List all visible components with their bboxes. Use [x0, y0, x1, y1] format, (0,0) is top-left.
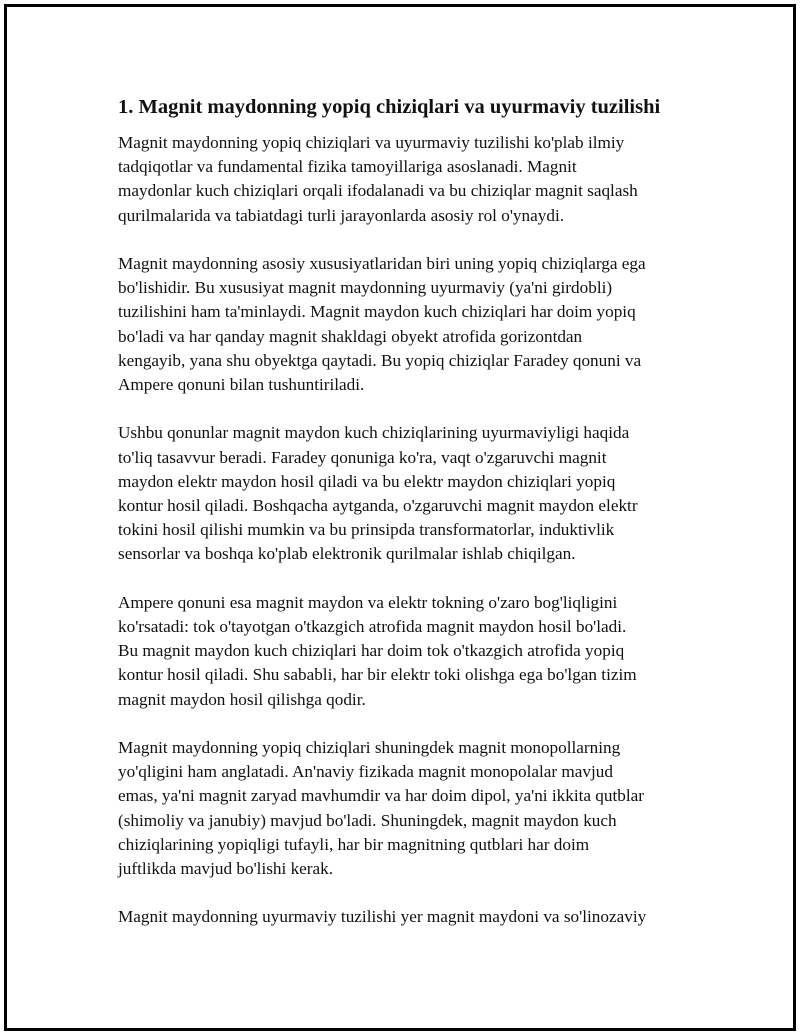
text-line: yo'qligini ham anglatadi. An'naviy fizikada magnit monopolalar mavjud	[118, 762, 613, 782]
text-line: kontur hosil qiladi. Boshqacha aytganda, o'zgaruvchi magnit maydon elektr	[118, 496, 638, 516]
text-line: Bu magnit maydon kuch chiziqlari har doim tok o'tkazgich atrofida yopiq	[118, 641, 625, 661]
text-line: Magnit maydonning asosiy xususiyatlaridan biri uning yopiq chiziqlarga ega	[118, 254, 646, 273]
text-line: bo'ladi va har qanday magnit shakldagi obyekt atrofida gorizontdan	[118, 326, 583, 346]
paragraph-2	[118, 252, 698, 397]
text-line: (shimoliy va janubiy) mavjud bo'ladi. Shuningdek, magnit maydon kuch	[118, 810, 617, 830]
text-line: tadqiqotlar va fundamental fizika tamoyillariga asoslanadi. Magnit	[118, 157, 577, 177]
text-line: tokini hosil qilishi mumkin va bu prinsipda transformatorlar, induktivlik	[118, 520, 615, 540]
paragraph-4	[118, 591, 698, 712]
text-line: kontur hosil qiladi. Shu sababli, har bir elektr toki olishga ega bo'lgan tizim	[118, 665, 637, 685]
text-line: Ampere qonuni esa magnit maydon va elektr tokning o'zaro bog'liqligini	[118, 592, 618, 612]
paragraph-6	[118, 905, 698, 929]
paragraph-5	[118, 736, 698, 881]
section-title: 1. Magnit maydonning yopiq chiziqlari va uyurmaviy tuzilishi	[118, 96, 661, 118]
text-line: maydon elektr maydon hosil qiladi va bu elektr maydon chiziqlari yopiq	[118, 471, 616, 491]
text-line: to'liq tasavvur beradi. Faradey qonuniga ko'ra, vaqt o'zgaruvchi magnit	[118, 447, 607, 467]
text-line: kengayib, yana shu obyektga qaytadi. Bu yopiq chiziqlar Faradey qonuni va	[118, 350, 642, 370]
text-line: chiziqlarining yopiqligi tufayli, har bir magnitning qutblari har doim	[118, 834, 590, 854]
text-line: bo'lishidir. Bu xususiyat magnit maydonning uyurmaviy (ya'ni girdobli)	[118, 278, 613, 298]
text-line: sensorlar va boshqa ko'plab elektronik qurilmalar ishlab chiqilgan.	[118, 544, 576, 564]
text-line: maydonlar kuch chiziqlari orqali ifodalanadi va bu chiziqlar magnit saqlash	[118, 181, 638, 201]
text-line: juftlikda mavjud bo'lishi kerak.	[118, 859, 334, 879]
text-line: Magnit maydonning yopiq chiziqlari shuningdek magnit monopollarning	[118, 738, 621, 758]
text-line: Ushbu qonunlar magnit maydon kuch chiziqlarining uyurmaviyligi haqida	[118, 423, 630, 443]
text-line: Magnit maydonning uyurmaviy tuzilishi yer magnit maydoni va so'linozaviy	[118, 907, 647, 927]
text-line: Magnit maydonning yopiq chiziqlari va uyurmaviy tuzilishi ko'plab ilmiy	[118, 133, 625, 152]
paragraph-1	[118, 131, 698, 228]
text-line: qurilmalarida va tabiatdagi turli jarayonlarda asosiy rol o'ynaydi.	[118, 205, 565, 225]
text-line: tuzilishini ham ta'minlaydi. Magnit maydon kuch chiziqlari har doim yopiq	[118, 302, 636, 322]
text-line: Ampere qonuni bilan tushuntiriladi.	[118, 375, 365, 395]
text-line: magnit maydon hosil qilishga qodir.	[118, 689, 366, 709]
paragraph-3	[118, 421, 698, 566]
text-line: emas, ya'ni magnit zaryad mavhumdir va har doim dipol, ya'ni ikkita qutblar	[118, 786, 644, 806]
document-body	[118, 93, 698, 954]
text-line: ko'rsatadi: tok o'tayotgan o'tkazgich atrofida magnit maydon hosil bo'ladi.	[118, 617, 627, 637]
